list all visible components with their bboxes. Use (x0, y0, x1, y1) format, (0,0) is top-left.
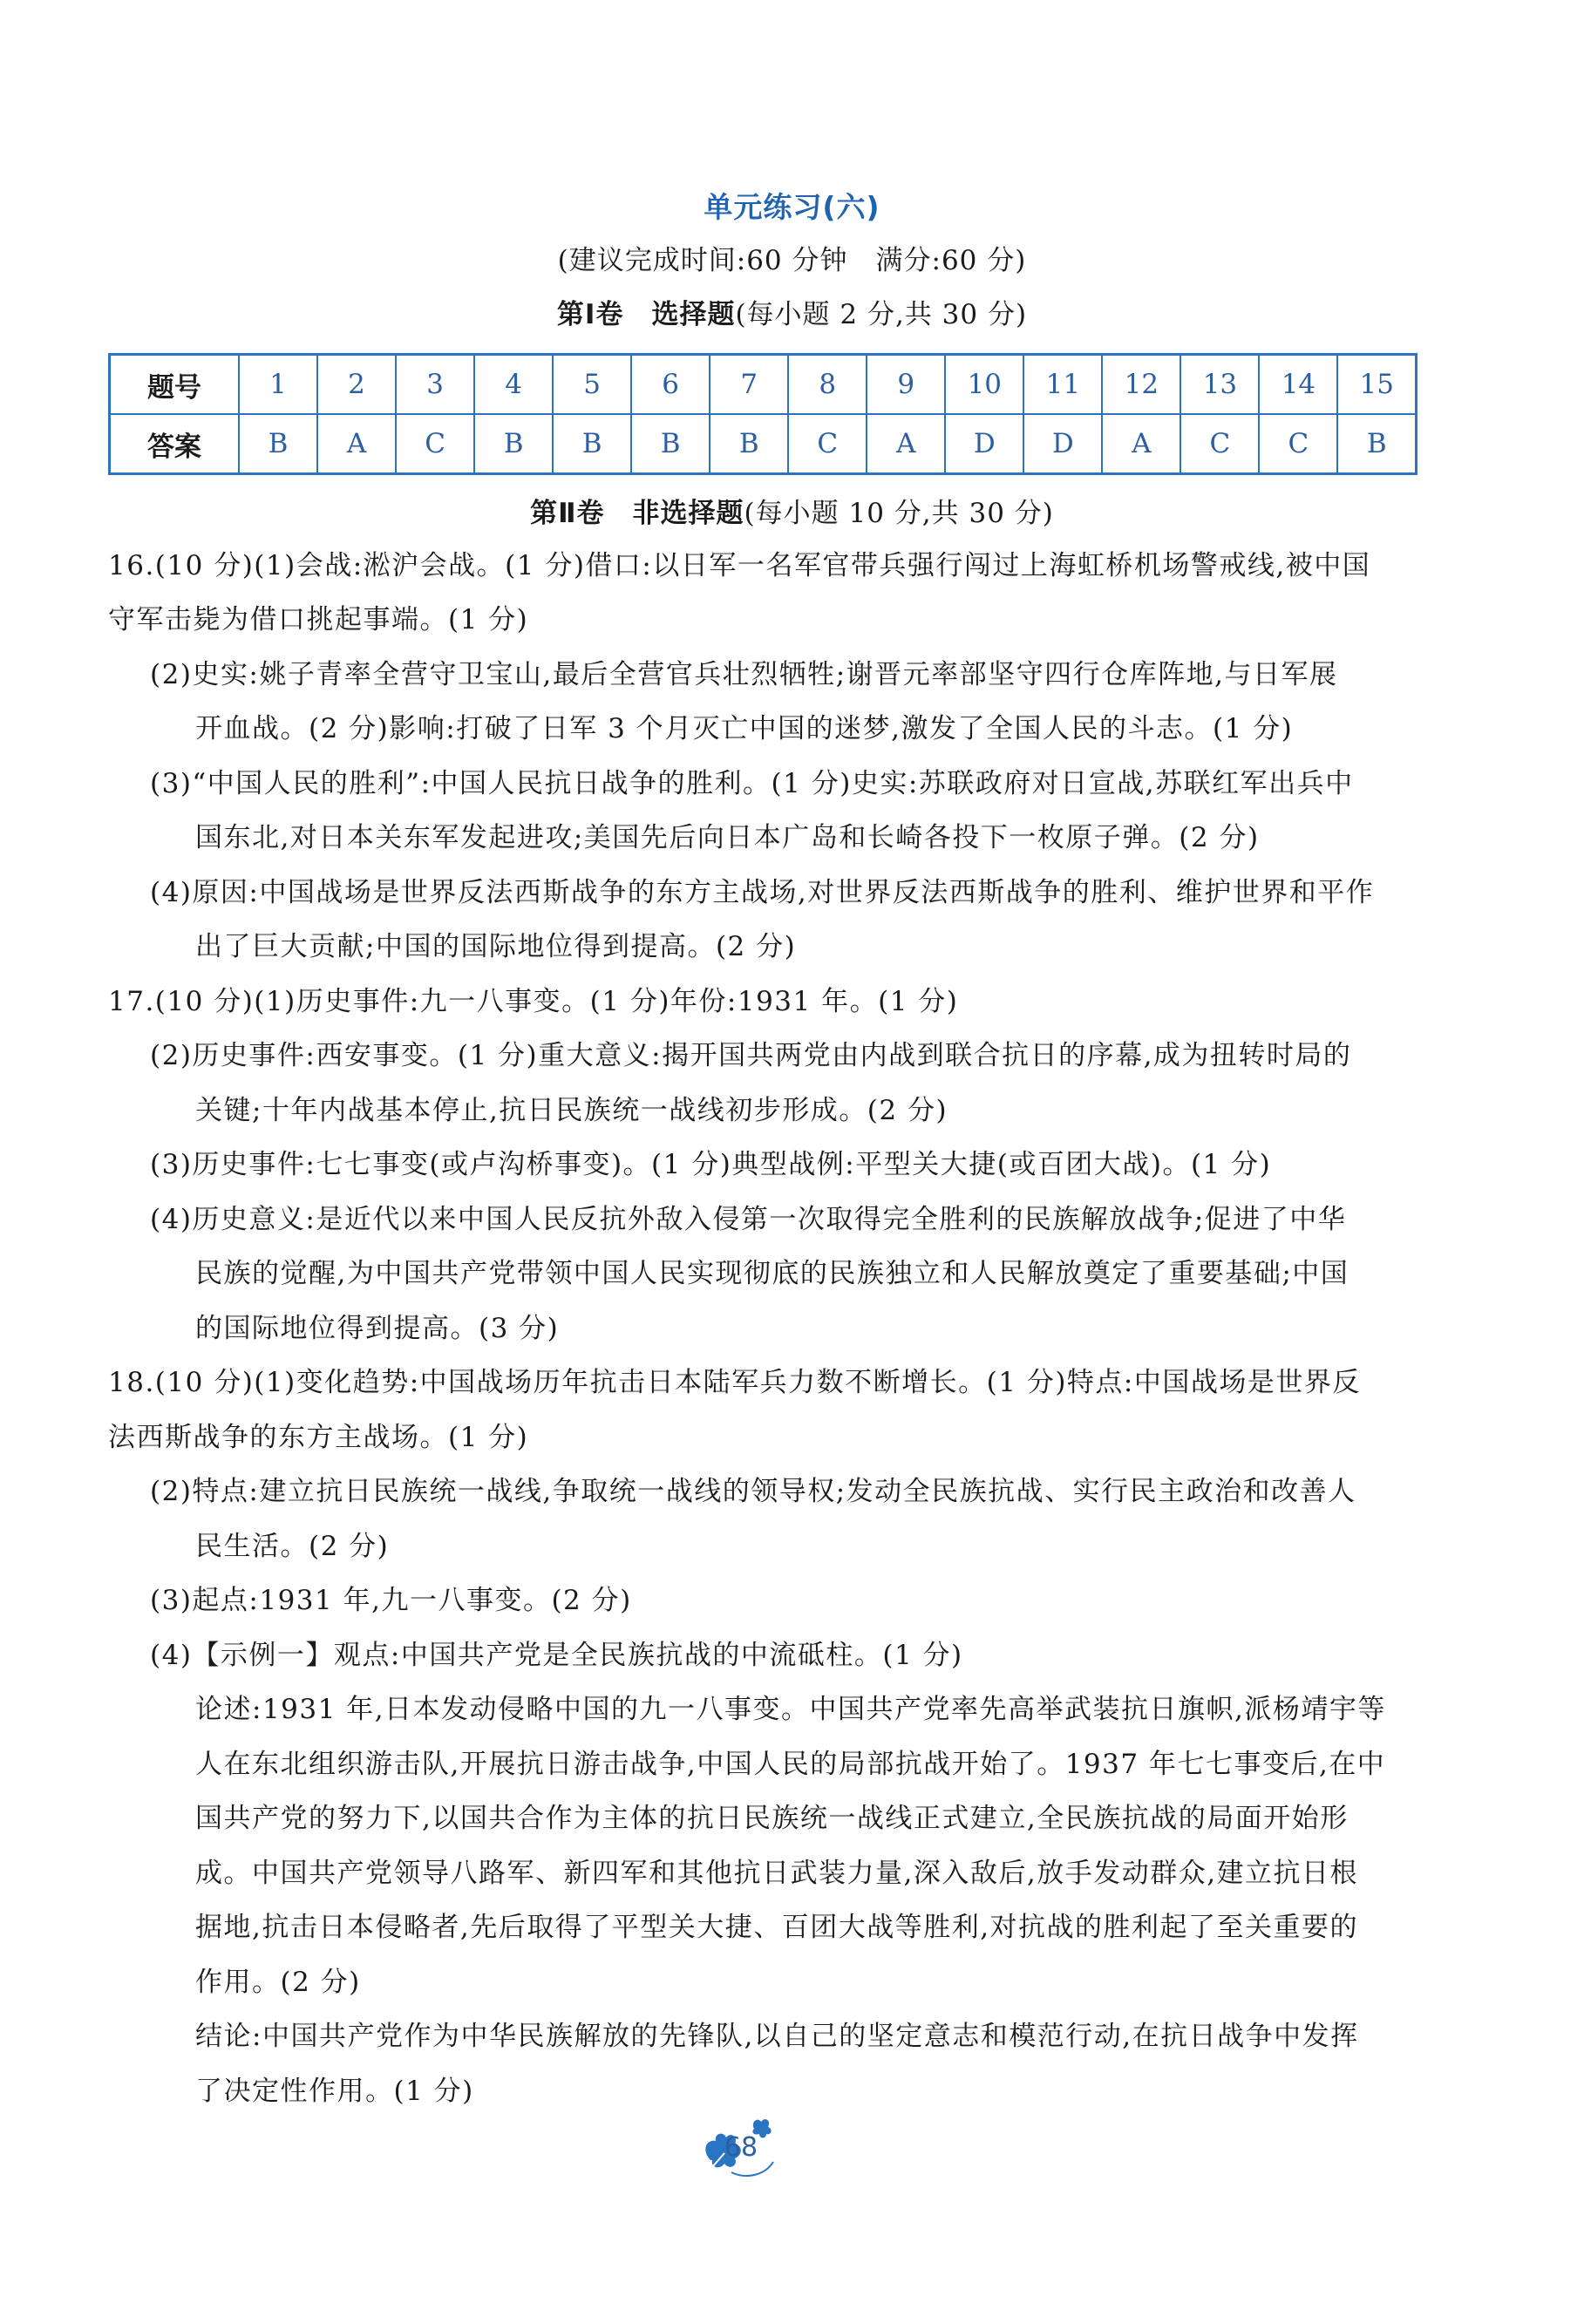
text-line: 开血战。(2 分)影响:打破了日军 3 个月灭亡中国的迷梦,激发了全国人民的斗志。(1 分) (195, 713, 1294, 744)
text-line: 民族的觉醒,为中国共产党带领中国人民实现彻底的民族独立和人民解放奠定了重要基础;中国 (195, 1258, 1349, 1289)
text-line: 作用。(2 分) (195, 1967, 361, 1998)
question-number-cell: 8 (788, 355, 867, 415)
answer-cell: B (474, 414, 553, 474)
question-number-cell: 5 (553, 355, 631, 415)
answer-cell: D (1023, 414, 1102, 474)
answer-cell: C (396, 414, 474, 474)
section2-label: 第Ⅱ卷 非选择题 (530, 498, 744, 529)
page-title: 单元练习(六) (704, 190, 880, 224)
text-line: (3)“中国人民的胜利”:中国人民抗日战争的胜利。(1 分)史实:苏联政府对日宣战,苏联红军出兵中 (150, 768, 1354, 799)
section2-note: (每小题 10 分,共 30 分) (744, 498, 1054, 529)
text-line: 18.(10 分)(1)变化趋势:中国战场历年抗击日本陆军兵力数不断增长。(1 分)特点:中国战场是世界反 (108, 1367, 1361, 1398)
text-line: 据地,抗击日本侵略者,先后取得了平型关大捷、百团大战等胜利,对抗战的胜利起了至关重要的 (195, 1912, 1359, 1943)
answer-cell: A (1102, 414, 1180, 474)
question-number-cell: 9 (867, 355, 945, 415)
question-number-cell: 1 (239, 355, 317, 415)
answer-cell: B (710, 414, 788, 474)
section1-note: (每小题 2 分,共 30 分) (735, 299, 1028, 330)
text-line: 民生活。(2 分) (195, 1531, 390, 1562)
question-number-header: 题号 (110, 355, 240, 415)
text-line: 结论:中国共产党作为中华民族解放的先锋队,以自己的坚定意志和模范行动,在抗日战争中发挥 (195, 2021, 1359, 2052)
page-number-badge (693, 2110, 789, 2188)
question-number-cell: 12 (1102, 355, 1180, 415)
answer-cell: B (553, 414, 631, 474)
text-line: 的国际地位得到提高。(3 分) (195, 1313, 560, 1344)
section1-label: 第Ⅰ卷 选择题 (556, 299, 736, 330)
text-line: (2)史实:姚子青率全营守卫宝山,最后全营官兵壮烈牺牲;谢晋元率部坚守四行仓库阵地,与日军展 (150, 659, 1338, 690)
page-subtitle: (建议完成时间:60 分钟 满分:60 分) (557, 245, 1027, 276)
text-line: 国东北,对日本关东军发起进攻;美国先后向日本广岛和长崎各投下一枚原子弹。(2 分) (195, 822, 1260, 853)
answer-cell: B (239, 414, 317, 474)
text-line: (2)历史事件:西安事变。(1 分)重大意义:揭开国共两党由内战到联合抗日的序幕,成为扭转时局的 (150, 1040, 1352, 1071)
text-line: 法西斯战争的东方主战场。(1 分) (108, 1422, 529, 1453)
text-line: (4)【示例一】观点:中国共产党是全民族抗战的中流砥柱。(1 分) (150, 1640, 963, 1671)
page-number: 68 (724, 2132, 758, 2163)
question-number-cell: 6 (631, 355, 710, 415)
answer-cell: B (631, 414, 710, 474)
answer-cell: C (788, 414, 867, 474)
answer-header: 答案 (110, 414, 240, 474)
answer-cell: A (867, 414, 945, 474)
question-number-cell: 10 (945, 355, 1023, 415)
text-line: (2)特点:建立抗日民族统一战线,争取统一战线的领导权;发动全民族抗战、实行民主政治和改善人 (150, 1476, 1356, 1507)
text-line: 人在东北组织游击队,开展抗日游击战争,中国人民的局部抗战开始了。1937 年七七事变后,在中 (195, 1749, 1386, 1780)
question-number-cell: 4 (474, 355, 553, 415)
text-line: 17.(10 分)(1)历史事件:九一八事变。(1 分)年份:1931 年。(1 分) (108, 986, 959, 1017)
question-number-cell: 15 (1337, 355, 1416, 415)
text-line: (4)原因:中国战场是世界反法西斯战争的东方主战场,对世界反法西斯战争的胜利、维护世界和平作 (150, 877, 1375, 908)
text-line: (3)历史事件:七七事变(或卢沟桥事变)。(1 分)典型战例:平型关大捷(或百团大战)。(1 分) (150, 1149, 1272, 1180)
answer-cell: A (317, 414, 396, 474)
answer-cell: C (1180, 414, 1259, 474)
question-number-cell: 3 (396, 355, 474, 415)
question-number-cell: 7 (710, 355, 788, 415)
text-line: 了决定性作用。(1 分) (195, 2076, 474, 2107)
text-line: 关键;十年内战基本停止,抗日民族统一战线初步形成。(2 分) (195, 1095, 948, 1126)
answer-cell: C (1259, 414, 1337, 474)
text-line: 国共产党的努力下,以国共合作为主体的抗日民族统一战线正式建立,全民族抗战的局面开始形 (195, 1803, 1349, 1834)
text-line: 16.(10 分)(1)会战:淞沪会战。(1 分)借口:以日军一名军官带兵强行闯过上海虹桥机场警戒线,被中国 (108, 550, 1371, 581)
answer-cell: B (1337, 414, 1416, 474)
question-number-cell: 13 (1180, 355, 1259, 415)
question-number-cell: 11 (1023, 355, 1102, 415)
text-line: 出了巨大贡献;中国的国际地位得到提高。(2 分) (195, 931, 797, 962)
text-line: 守军击毙为借口挑起事端。(1 分) (108, 604, 529, 635)
question-number-cell: 2 (317, 355, 396, 415)
text-line: 论述:1931 年,日本发动侵略中国的九一八事变。中国共产党率先高举武装抗日旗帜,派杨靖宇等 (195, 1694, 1386, 1725)
text-line: (3)起点:1931 年,九一八事变。(2 分) (150, 1585, 632, 1616)
question-number-cell: 14 (1259, 355, 1337, 415)
text-line: 成。中国共产党领导八路军、新四军和其他抗日武装力量,深入敌后,放手发动群众,建立抗日根 (195, 1858, 1359, 1889)
text-line: (4)历史意义:是近代以来中国人民反抗外敌入侵第一次取得完全胜利的民族解放战争;促进了中华 (150, 1204, 1347, 1235)
answer-cell: D (945, 414, 1023, 474)
